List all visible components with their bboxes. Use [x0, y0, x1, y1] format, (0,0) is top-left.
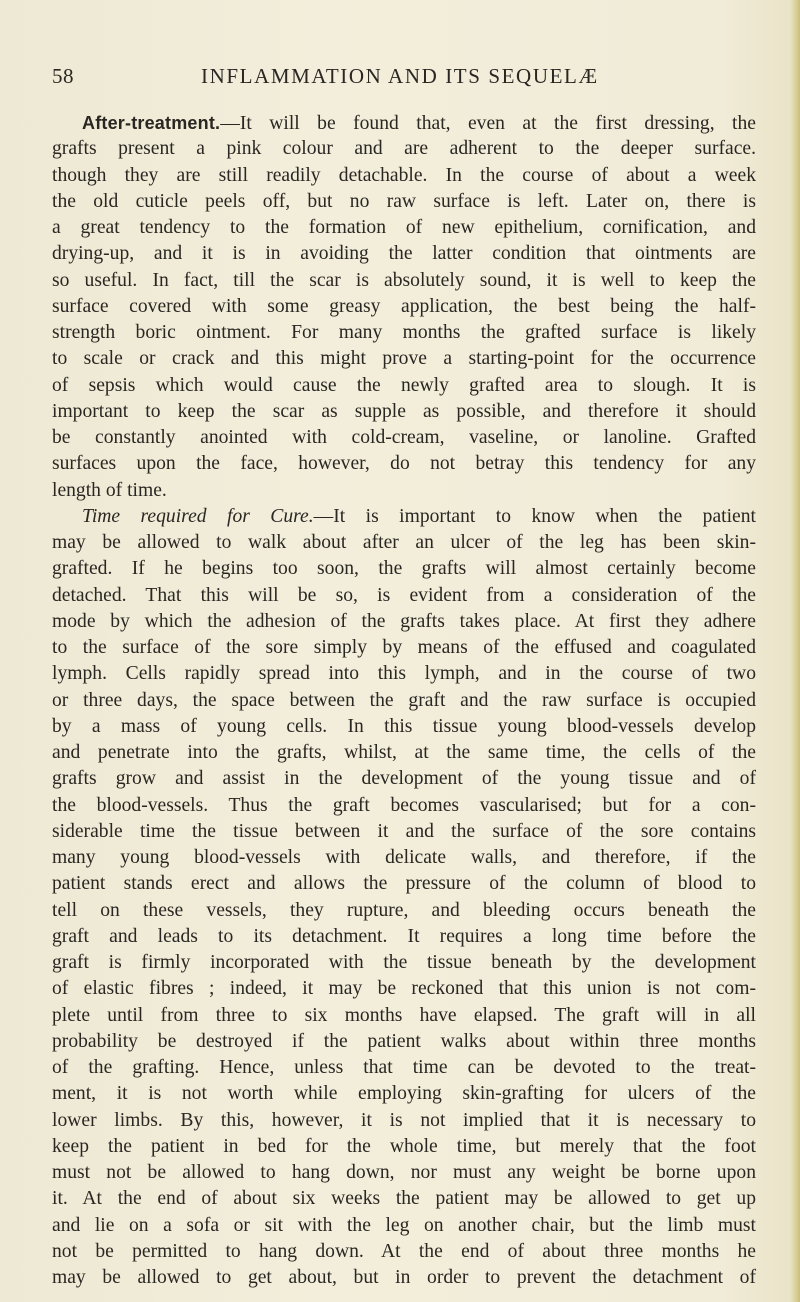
- text-line: ment, it is not worth while employing skin-grafting for ulcers of the: [52, 1083, 756, 1105]
- text-line: grafts grow and assist in the development of the young tissue and of: [52, 768, 756, 790]
- text-line: siderable time the tissue between it and the surface of the sore contains: [52, 820, 756, 842]
- text-line: and penetrate into the grafts, whilst, at the same time, the cells of the: [52, 742, 756, 763]
- text-line: mode by which the adhesion of the grafts takes place. At first they adhere: [52, 610, 756, 632]
- text-line: to the surface of the sore simply by means of the effused and coagulated: [52, 637, 756, 658]
- text-line: surfaces upon the face, however, do not betray this tendency for any: [52, 453, 756, 475]
- running-head: INFLAMMATION AND ITS SEQUELÆ: [201, 64, 599, 88]
- text-line: must not be allowed to hang down, nor must any weight be borne upon: [52, 1162, 756, 1183]
- text-line: by a mass of young cells. In this tissue young blood-vessels develop: [52, 715, 756, 737]
- text-line: tell on these vessels, they rupture, and bleeding occurs beneath the: [52, 899, 756, 921]
- page-number: 58: [52, 64, 74, 88]
- text-line: and lie on a sofa or sit with the leg on another chair, but the limb must: [52, 1214, 756, 1236]
- text-line: be constantly anointed with cold-cream, vaseline, or lanoline. Grafted: [52, 427, 756, 448]
- page-header: [52, 64, 752, 94]
- text-line: or three days, the space between the graft and the raw surface is occupied: [52, 689, 756, 711]
- text-line: not be permitted to hang down. At the end of about three months he: [52, 1240, 756, 1262]
- text-line: it. At the end of about six weeks the patient may be allowed to get up: [52, 1188, 756, 1210]
- text-line: grafted. If he begins too soon, the grafts will almost certainly become: [52, 558, 756, 580]
- text-line: may be allowed to walk about after an ulcer of the leg has been skin-: [52, 532, 756, 553]
- text-line: lymph. Cells rapidly spread into this lymph, and in the course of two: [52, 663, 756, 685]
- text-line: plete until from three to six months have elapsed. The graft will in all: [52, 1004, 756, 1026]
- text-line: so useful. In fact, till the scar is absolutely sound, it is well to keep the: [52, 269, 756, 291]
- text-line: grafts present a pink colour and are adherent to the deeper surface.: [52, 138, 756, 160]
- body-text: [52, 110, 756, 1291]
- text-line: of sepsis which would cause the newly grafted area to slough. It is: [52, 374, 756, 396]
- text-line: detached. That this will be so, is evident from a consideration of the: [52, 584, 756, 606]
- text-line: a great tendency to the formation of new epithelium, cornification, and: [52, 217, 756, 238]
- text-line: to scale or crack and this might prove a starting-point for the occurrence: [52, 348, 756, 370]
- text-line: though they are still readily detachable. In the course of about a week: [52, 164, 756, 186]
- text-line: lower limbs. By this, however, it is not implied that it is necessary to: [52, 1109, 756, 1131]
- paragraph-time-required: [52, 504, 756, 1292]
- text-line: graft is firmly incorporated with the tissue beneath by the development: [52, 952, 756, 973]
- text-line: Time required for Cure.—It is important to know when the patient: [82, 505, 756, 527]
- text-line: of the grafting. Hence, unless that time can be devoted to the treat-: [52, 1057, 756, 1078]
- text-line: probability be destroyed if the patient walks about within three months: [52, 1030, 756, 1052]
- text-line: patient stands erect and allows the pressure of the column of blood to: [52, 873, 756, 895]
- text-line: drying-up, and it is in avoiding the latter condition that ointments are: [52, 243, 756, 265]
- text-line: keep the patient in bed for the whole time, but merely that the foot: [52, 1135, 756, 1157]
- text-line: surface covered with some greasy application, the best being the half-: [52, 295, 756, 317]
- text-line: of elastic fibres ; indeed, it may be reckoned that this union is not com-: [52, 978, 756, 1000]
- text-line: important to keep the scar as supple as possible, and therefore it should: [52, 400, 756, 422]
- paragraph-after-treatment: [52, 110, 756, 504]
- text-line: graft and leads to its detachment. It requires a long time before the: [52, 925, 756, 947]
- paragraph-heading: After-treatment.: [82, 113, 221, 133]
- page-edge: [790, 0, 800, 1302]
- text-line: length of time.: [52, 479, 167, 501]
- text-line: many young blood-vessels with delicate walls, and therefore, if the: [52, 847, 756, 868]
- paragraph-heading: Time required for Cure.: [82, 505, 314, 527]
- text-line: the old cuticle peels off, but no raw surface is left. Later on, there is: [52, 190, 756, 212]
- text-line: may be allowed to get about, but in order to prevent the detachment of: [52, 1267, 756, 1288]
- text-line: After-treatment.—It will be found that, even at the first dressing, the: [82, 113, 756, 134]
- text-line: the blood-vessels. Thus the graft becomes vascularised; but for a con-: [52, 794, 756, 816]
- text-line: strength boric ointment. For many months the grafted surface is likely: [52, 322, 756, 343]
